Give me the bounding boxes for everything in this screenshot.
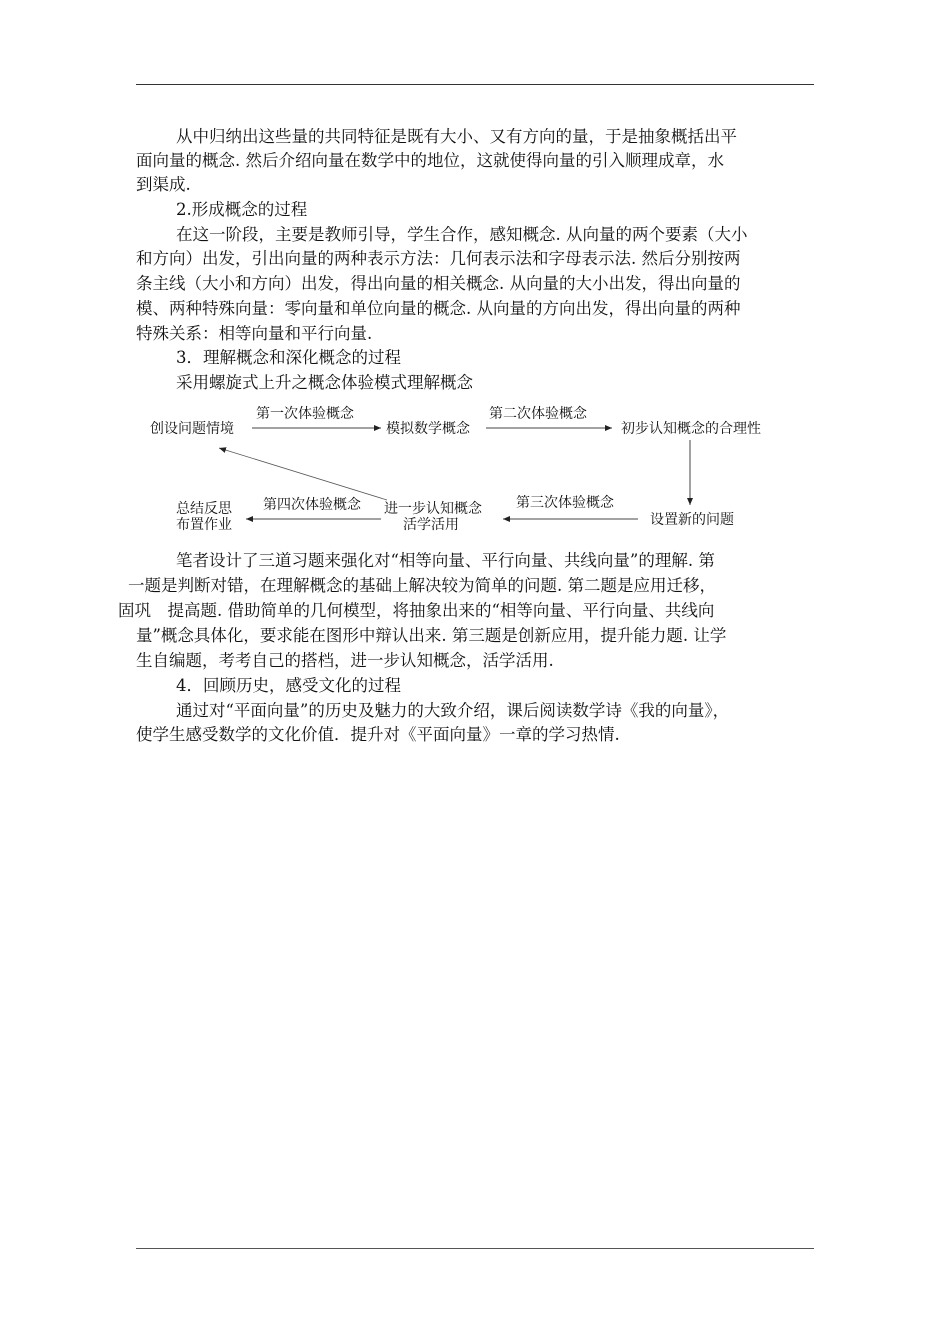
paragraph-line: 一题是判断对错，在理解概念的基础上解决较为简单的问题. 第二题是应用迁移， bbox=[128, 576, 716, 595]
paragraph-line: 模、两种特殊向量：零向量和单位向量的概念. 从向量的方向出发，得出向量的两种 bbox=[136, 299, 741, 318]
section-heading: 4．回顾历史，感受文化的过程 bbox=[176, 676, 401, 695]
paragraph-line: 面向量的概念. 然后介绍向量在数学中的地位，这就使得向量的引入顺理成章，水 bbox=[136, 151, 724, 170]
paragraph-line: 特殊关系：相等向量和平行向量. bbox=[136, 324, 373, 343]
flow-node-initial: 初步认知概念的合理性 bbox=[621, 421, 761, 437]
paragraph-line: 从中归纳出这些量的共同特征是既有大小、又有方向的量，于是抽象概括出平 bbox=[176, 127, 737, 146]
paragraph-line: 条主线（大小和方向）出发，得出向量的相关概念. 从向量的大小出发，得出向量的 bbox=[136, 274, 741, 293]
flow-node-simulate: 模拟数学概念 bbox=[386, 421, 470, 437]
flow-node-further-line2: 活学活用 bbox=[403, 517, 459, 533]
paragraph-line: 采用螺旋式上升之概念体验模式理解概念 bbox=[176, 373, 473, 392]
paragraph-line: 通过对“平面向量”的历史及魅力的大致介绍，课后阅读数学诗《我的向量》， bbox=[176, 701, 730, 720]
arrow-diagonal bbox=[219, 448, 387, 500]
paragraph-line: 到渠成. bbox=[136, 175, 191, 194]
flow-node-summary-line2: 布置作业 bbox=[176, 517, 232, 533]
paragraph-line: 固巩 提高题. 借助简单的几何模型，将抽象出来的“相等向量、平行向量、共线向 bbox=[118, 601, 715, 620]
paragraph-line: 量”概念具体化，要求能在图形中辩认出来. 第三题是创新应用，提升能力题. 让学 bbox=[136, 626, 727, 645]
paragraph-line: 在这一阶段，主要是教师引导，学生合作，感知概念. 从向量的两个要素（大小 bbox=[176, 225, 748, 244]
flow-node-summary-line1: 总结反思 bbox=[176, 501, 232, 517]
paragraph-line: 和方向）出发，引出向量的两种表示方法：几何表示法和字母表示法. 然后分别按两 bbox=[136, 249, 741, 268]
flow-node-further-line1: 进一步认知概念 bbox=[384, 501, 482, 517]
section-heading: 2.形成概念的过程 bbox=[176, 200, 308, 219]
flow-node-new-problem: 设置新的问题 bbox=[650, 512, 734, 528]
flow-node-create: 创设问题情境 bbox=[150, 421, 234, 437]
paragraph-line: 生自编题，考考自己的搭档，进一步认知概念，活学活用. bbox=[136, 651, 554, 670]
flow-edge-fourth: 第四次体验概念 bbox=[263, 497, 361, 513]
paragraph-line: 使学生感受数学的文化价值．提升对《平面向量》一章的学习热情. bbox=[136, 725, 620, 744]
flow-edge-third: 第三次体验概念 bbox=[516, 495, 614, 511]
footer-rule bbox=[136, 1248, 814, 1249]
flow-edge-first: 第一次体验概念 bbox=[256, 406, 354, 422]
section-heading: 3．理解概念和深化概念的过程 bbox=[176, 348, 401, 367]
paragraph-line: 笔者设计了三道习题来强化对“相等向量、平行向量、共线向量”的理解. 第 bbox=[176, 551, 715, 570]
flow-edge-second: 第二次体验概念 bbox=[489, 406, 587, 422]
